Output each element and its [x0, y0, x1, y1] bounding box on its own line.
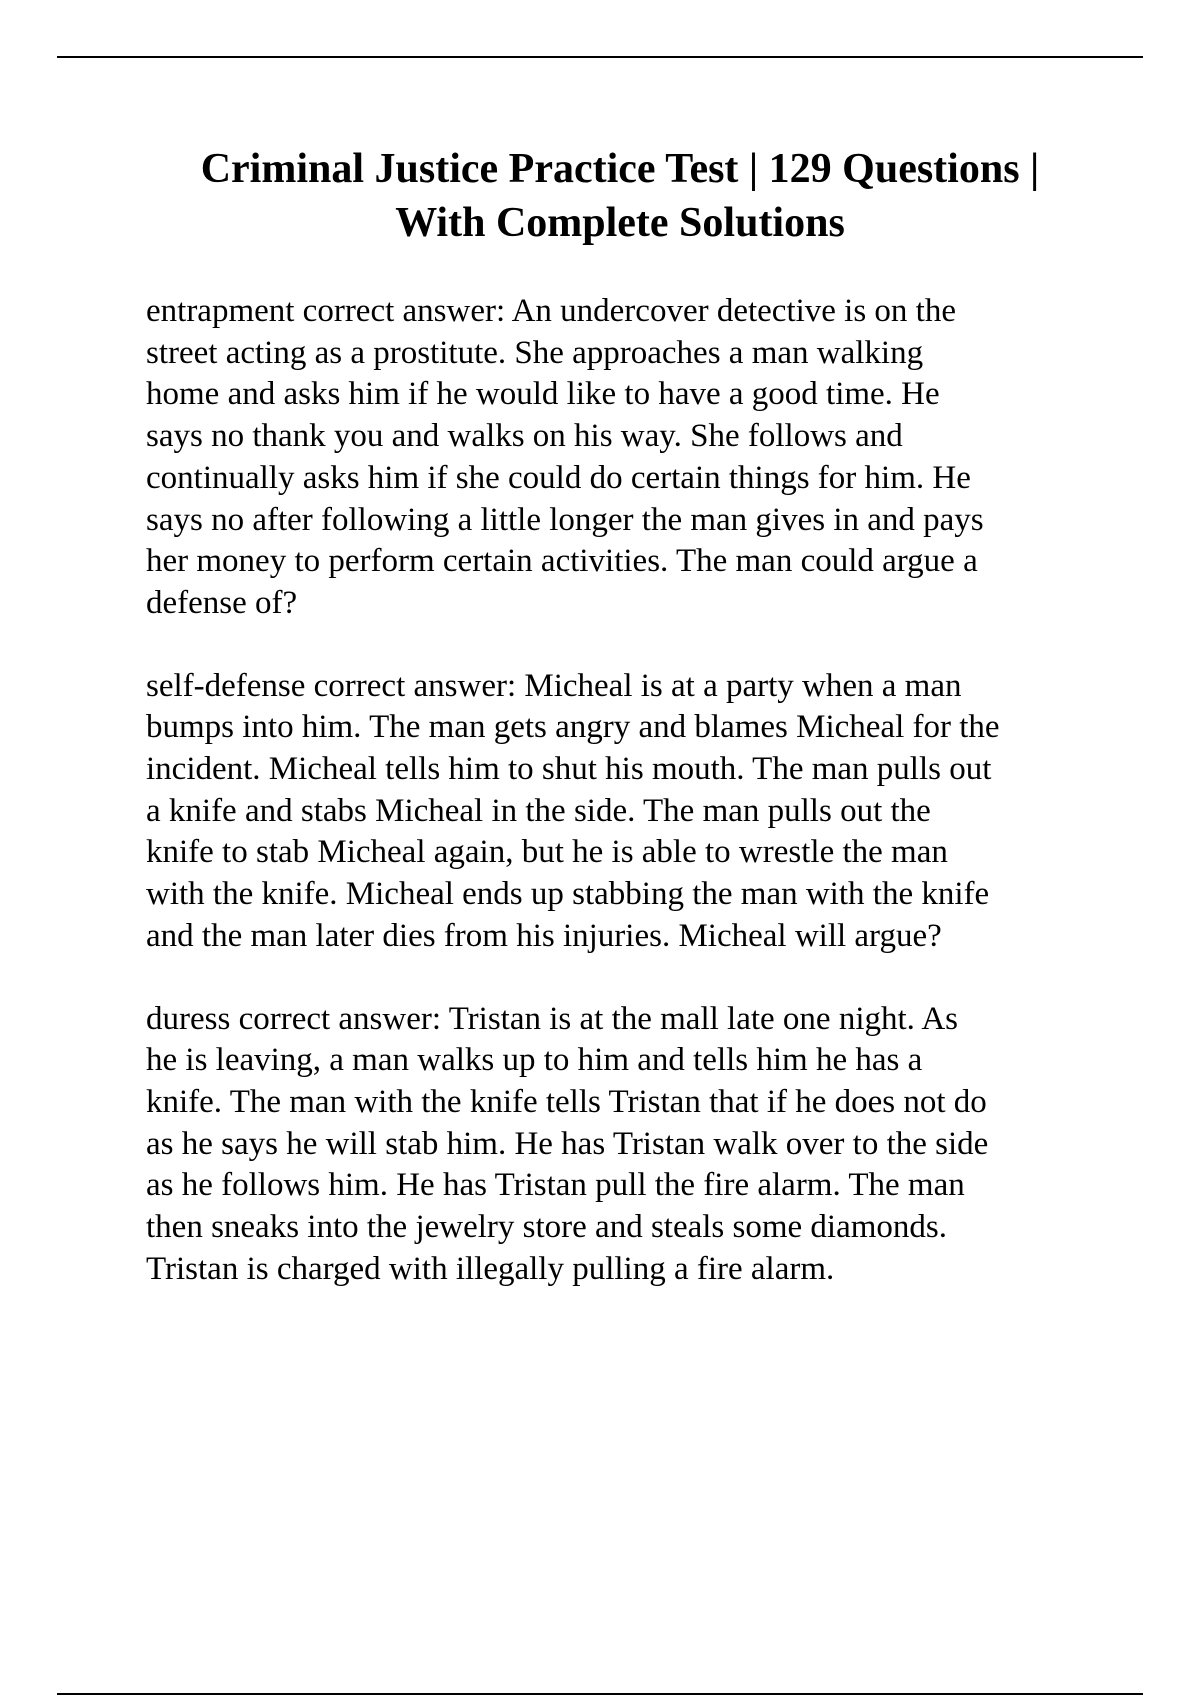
entry-line: Tristan is charged with illegally pulling a fire alarm.: [146, 1250, 835, 1287]
entry-line: as he says he will stab him. He has Tristan walk over to the side: [146, 1125, 989, 1162]
entry-line: her money to perform certain activities. The man could argue a: [146, 543, 978, 580]
top-rule: [57, 56, 1143, 58]
entry-line: duress correct answer: Tristan is at the mall late one night. As: [146, 1000, 959, 1037]
entry-line: self-defense correct answer: Micheal is at a party when a man: [146, 667, 962, 704]
question-entry-entrapment: [146, 291, 1091, 625]
entry-line: bumps into him. The man gets angry and blames Micheal for the: [146, 709, 1000, 746]
entry-line: a knife and stabs Micheal in the side. The man pulls out the: [146, 792, 931, 829]
bottom-rule: [57, 1693, 1143, 1695]
entry-line: street acting as a prostitute. She approaches a man walking: [146, 334, 924, 371]
entry-line: home and asks him if he would like to have a good time. He: [146, 376, 940, 413]
entry-line: continually asks him if she could do certain things for him. He: [146, 459, 971, 496]
entry-line: knife. The man with the knife tells Tristan that if he does not do: [146, 1083, 987, 1120]
title-line-1: Criminal Justice Practice Test | 129 Questions |: [200, 146, 1040, 192]
entry-line: incident. Micheal tells him to shut his mouth. The man pulls out: [146, 751, 992, 788]
entry-line: then sneaks into the jewelry store and steals some diamonds.: [146, 1209, 947, 1246]
question-entry-duress: [146, 999, 1091, 1291]
entry-line: says no after following a little longer the man gives in and pays: [146, 501, 984, 538]
question-list: [146, 291, 1091, 1331]
entry-line: he is leaving, a man walks up to him and tells him he has a: [146, 1042, 923, 1079]
entry-line: says no thank you and walks on his way. She follows and: [146, 418, 903, 455]
entry-line: entrapment correct answer: An undercover detective is on the: [146, 293, 956, 329]
entry-line: as he follows him. He has Tristan pull the fire alarm. The man: [146, 1167, 965, 1204]
entry-line: knife to stab Micheal again, but he is able to wrestle the man: [146, 834, 948, 871]
title-line-2: With Complete Solutions: [395, 200, 845, 246]
entry-line: with the knife. Micheal ends up stabbing the man with the knife: [146, 876, 990, 913]
entry-line: and the man later dies from his injuries. Micheal will argue?: [146, 917, 942, 954]
document-title: [140, 142, 1100, 250]
entry-line: defense of?: [146, 584, 298, 621]
question-entry-self-defense: [146, 666, 1091, 958]
